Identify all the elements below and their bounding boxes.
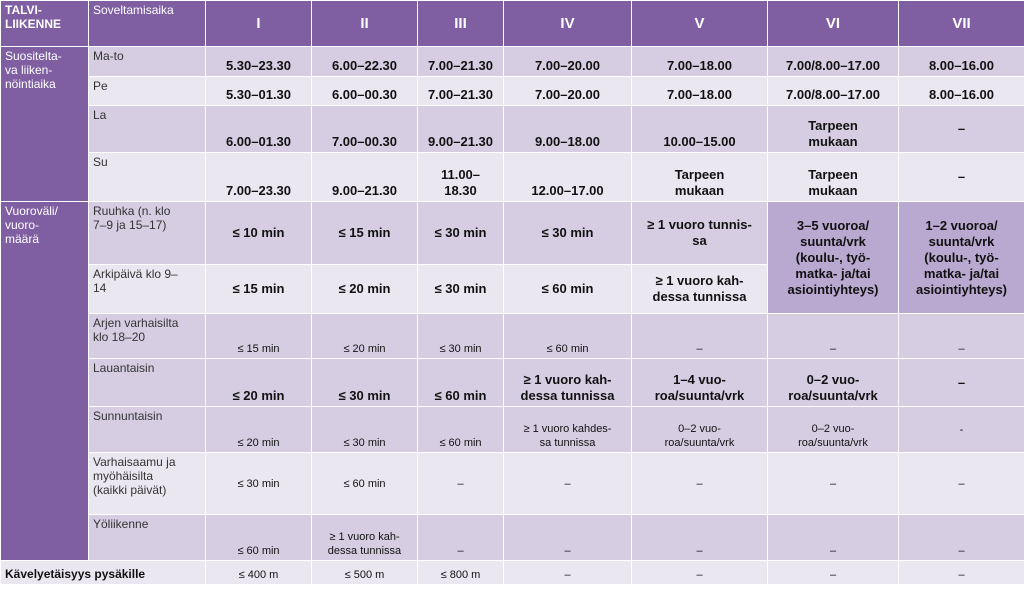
class-header-6: VI [768, 1, 899, 47]
table-cell: 7.00/8.00–17.00 [768, 47, 899, 77]
class-header-3: III [418, 1, 504, 47]
class-header-5: V [632, 1, 768, 47]
table-cell: ≥ 1 vuoro kah- dessa tunnissa [504, 359, 632, 407]
table-cell: 10.00–15.00 [632, 106, 768, 153]
table-cell: – [504, 561, 632, 585]
table-cell: 6.00–01.30 [206, 106, 312, 153]
table-cell: ≤ 400 m [206, 561, 312, 585]
row-label: Yöliikenne [89, 515, 206, 561]
table-cell: ≤ 15 min [206, 314, 312, 359]
table-cell: ≤ 30 min [312, 359, 418, 407]
table-cell: ≤ 20 min [206, 407, 312, 453]
table-cell: – [768, 453, 899, 515]
table-cell: Tarpeen mukaan [768, 153, 899, 202]
table-cell: – [899, 515, 1024, 561]
table-cell: – [899, 561, 1024, 585]
class-header-1: I [206, 1, 312, 47]
table-cell: ≤ 30 min [418, 202, 504, 265]
table-cell: 0–2 vuo- roa/suunta/vrk [632, 407, 768, 453]
table-cell: 9.00–21.30 [312, 153, 418, 202]
row-label: Ma-to [89, 47, 206, 77]
table-row [1, 407, 1024, 453]
table-cell: ≥ 1 vuoro kah- dessa tunnissa [632, 265, 768, 314]
header-row [1, 1, 1024, 47]
table-cell: – [899, 453, 1024, 515]
application-time-header: Soveltamisaika [89, 1, 206, 47]
table-cell: 5.30–01.30 [206, 77, 312, 106]
table-cell: ≤ 800 m [418, 561, 504, 585]
row-label: Varhaisaamu ja myöhäisilta (kaikki päivät) [89, 453, 206, 515]
table-cell: ≤ 20 min [206, 359, 312, 407]
class-header-2: II [312, 1, 418, 47]
table-cell: – [632, 453, 768, 515]
table-cell: – [418, 515, 504, 561]
row-label: Arkipäivä klo 9– 14 [89, 265, 206, 314]
row-label: Ruuhka (n. klo 7–9 ja 15–17) [89, 202, 206, 265]
table-row [1, 314, 1024, 359]
table-cell: ≤ 10 min [206, 202, 312, 265]
table-row [1, 153, 1024, 202]
table-row [1, 561, 1024, 585]
table-cell: ≤ 60 min [206, 515, 312, 561]
table-row [1, 453, 1024, 515]
table-cell: ≤ 30 min [418, 265, 504, 314]
table-cell: 8.00–16.00 [899, 47, 1024, 77]
table-cell: 7.00–18.00 [632, 77, 768, 106]
row-label: La [89, 106, 206, 153]
table-cell: 6.00–00.30 [312, 77, 418, 106]
class-header-7: VII [899, 1, 1024, 47]
table-cell: ≤ 60 min [418, 407, 504, 453]
table-cell: 6.00–22.30 [312, 47, 418, 77]
table-cell: – [632, 561, 768, 585]
table-cell: Tarpeen mukaan [768, 106, 899, 153]
table-cell: 7.00–20.00 [504, 77, 632, 106]
row-label: Arjen varhaisilta klo 18–20 [89, 314, 206, 359]
table-cell: 0–2 vuo- roa/suunta/vrk [768, 359, 899, 407]
table-cell: ≤ 60 min [504, 265, 632, 314]
table-cell: – [504, 515, 632, 561]
table-cell: 12.00–17.00 [504, 153, 632, 202]
class-header-4: IV [504, 1, 632, 47]
table-row [1, 106, 1024, 153]
table-cell: 7.00–20.00 [504, 47, 632, 77]
table-cell: 7.00–00.30 [312, 106, 418, 153]
table-cell: – [632, 314, 768, 359]
table-cell: ≥ 1 vuoro kah- dessa tunnissa [312, 515, 418, 561]
table-cell: 11.00– 18.30 [418, 153, 504, 202]
table-cell: ≥ 1 vuoro tunnis- sa [632, 202, 768, 265]
table-cell: ≤ 60 min [418, 359, 504, 407]
table-cell: ≤ 30 min [418, 314, 504, 359]
table-cell: ≤ 20 min [312, 265, 418, 314]
section-frequency-label: Vuoroväli/ vuoro- määrä [1, 202, 89, 561]
table-cell: 5.30–23.30 [206, 47, 312, 77]
table-cell: ≤ 60 min [504, 314, 632, 359]
table-cell: 8.00–16.00 [899, 77, 1024, 106]
table-row [1, 47, 1024, 77]
table-cell: – [768, 561, 899, 585]
table-cell: – [418, 453, 504, 515]
table-cell: 1–2 vuoroa/ suunta/vrk (koulu-, työ- matka- ja/tai asiointiyhteys) [899, 202, 1024, 314]
table-cell: ≤ 60 min [312, 453, 418, 515]
table-cell: 3–5 vuoroa/ suunta/vrk (koulu-, työ- matka- ja/tai asiointiyhteys) [768, 202, 899, 314]
table-cell: 0–2 vuo- roa/suunta/vrk [768, 407, 899, 453]
table-cell: ≤ 30 min [504, 202, 632, 265]
table-cell: – [899, 314, 1024, 359]
table-row [1, 359, 1024, 407]
table-cell: – [768, 314, 899, 359]
table-cell: ≤ 15 min [206, 265, 312, 314]
table-cell: 7.00–21.30 [418, 77, 504, 106]
table-row [1, 202, 1024, 265]
table-cell: 9.00–18.00 [504, 106, 632, 153]
table-cell: – [768, 515, 899, 561]
table-cell: ≤ 30 min [206, 453, 312, 515]
table-corner-title: TALVI- LIIKENNE [1, 1, 89, 47]
table-row [1, 515, 1024, 561]
row-label: Pe [89, 77, 206, 106]
table-cell: 7.00–21.30 [418, 47, 504, 77]
section-hours-label: Suositelta- va liiken- nöintiaika [1, 47, 89, 202]
table-cell: ≤ 20 min [312, 314, 418, 359]
table-cell: – [899, 359, 1024, 407]
table-cell: Tarpeen mukaan [632, 153, 768, 202]
row-label: Su [89, 153, 206, 202]
table-cell: ≤ 30 min [312, 407, 418, 453]
table-cell: – [899, 153, 1024, 202]
table-cell: 9.00–21.30 [418, 106, 504, 153]
table-cell: ≥ 1 vuoro kahdes- sa tunnissa [504, 407, 632, 453]
table-row [1, 77, 1024, 106]
table-cell: - [899, 407, 1024, 453]
row-label: Kävelyetäisyys pysäkille [1, 561, 206, 585]
table-cell: ≤ 15 min [312, 202, 418, 265]
table-cell: 7.00–23.30 [206, 153, 312, 202]
row-label: Lauantaisin [89, 359, 206, 407]
table-cell: – [504, 453, 632, 515]
table-cell: – [899, 106, 1024, 153]
table-cell: 7.00–18.00 [632, 47, 768, 77]
table-cell: – [632, 515, 768, 561]
table-cell: ≤ 500 m [312, 561, 418, 585]
row-label: Sunnuntaisin [89, 407, 206, 453]
table-cell: 7.00/8.00–17.00 [768, 77, 899, 106]
table-cell: 1–4 vuo- roa/suunta/vrk [632, 359, 768, 407]
